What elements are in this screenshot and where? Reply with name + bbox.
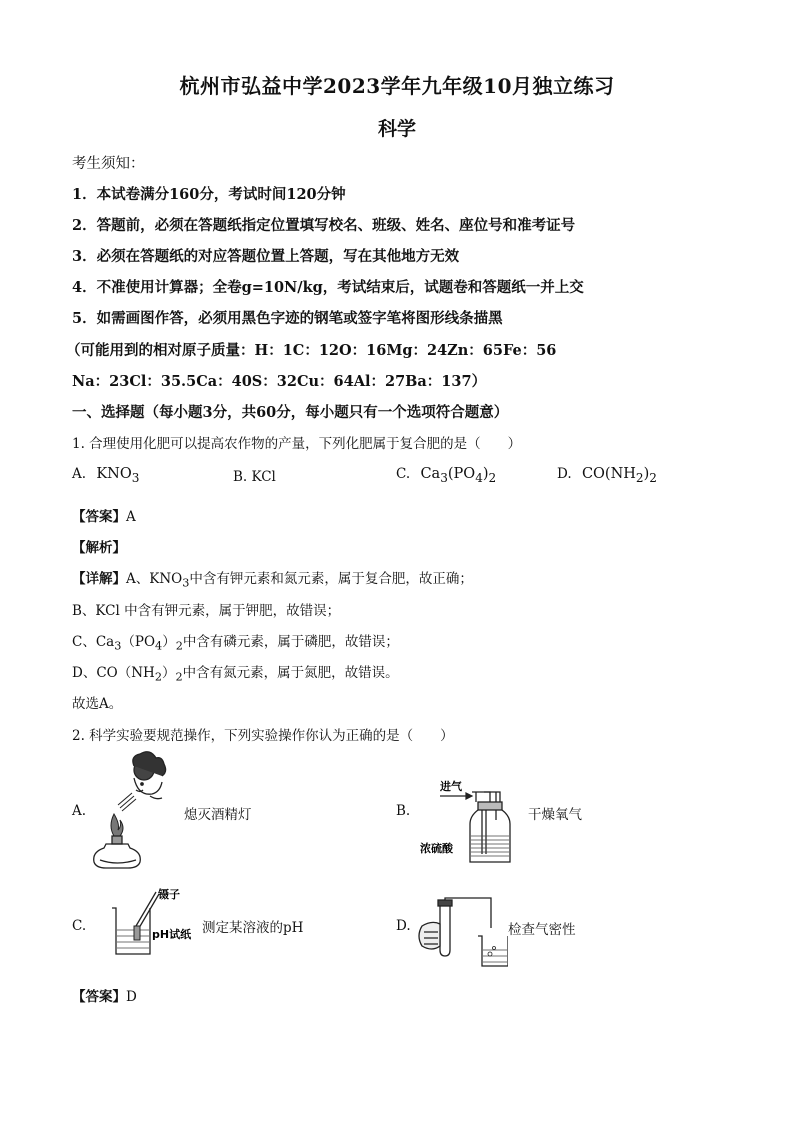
- q2-option-b-text: 干燥氧气: [528, 807, 582, 823]
- detail-sub: 2: [175, 670, 183, 684]
- fig-label-inlet: 进气: [440, 780, 462, 793]
- q1-option-a-formula: [96, 466, 140, 485]
- notice-item-5: 5．如需画图作答，必须用黑色字迹的钢笔或签字笔将图形线条描黑: [72, 310, 503, 327]
- q2-option-d-label: D.: [396, 918, 411, 934]
- alcohol-lamp-icon: [94, 836, 141, 868]
- q2-option-b-label: B.: [396, 803, 411, 819]
- atomic-mass-line-2: Na：23Cl：35.5Ca：40S：32Cu：64Al：27Ba：137）: [72, 373, 487, 390]
- q2-option-c-label: C.: [72, 918, 87, 934]
- option-text: 测定某溶液的: [202, 920, 283, 936]
- formula-text: ): [643, 466, 650, 482]
- detail-sub: 2: [154, 670, 162, 684]
- hand-icon: [419, 922, 440, 949]
- detail-text: C、Ca: [72, 634, 115, 650]
- notice-item-1: 1．本试卷满分160分，考试时间120分钟: [72, 186, 346, 203]
- test-tube-icon: [438, 898, 491, 956]
- formula-sub: 3: [440, 470, 448, 485]
- detail-tag: 【详解】: [72, 571, 126, 587]
- q2-option-a-text: 熄灭酒精灯: [184, 807, 252, 823]
- formula-sub: 3: [131, 470, 140, 485]
- detail-text: （PO: [121, 634, 156, 650]
- fig-label-acid: 浓硫酸: [420, 842, 453, 855]
- detail-text: ）: [161, 665, 176, 681]
- formula-text: ): [482, 466, 489, 482]
- q1-option-c-label: C.: [396, 466, 411, 482]
- q1-option-c-formula: [420, 466, 497, 485]
- q1-detail-1: [72, 567, 473, 590]
- notice-heading: 考生须知：: [72, 156, 145, 172]
- answer-value: D: [126, 989, 137, 1005]
- q2-option-d-text: 检查气密性: [508, 922, 576, 938]
- formula-sub: 4: [475, 470, 483, 485]
- blow-out-alcohol-lamp-figure: [92, 748, 172, 870]
- answer-tag: 【答案】: [72, 989, 126, 1005]
- inlet-arrow-icon: [440, 793, 472, 799]
- formula-text: KNO: [96, 466, 132, 482]
- bubbles-icon: [488, 947, 496, 957]
- solution-level-icon: [117, 930, 149, 948]
- q1-detail-3: [72, 630, 399, 653]
- q1-option-a-label: A.: [72, 466, 87, 482]
- q1-detail-2: B、KCl 中含有钾元素，属于钾肥，故错误；: [72, 603, 341, 619]
- formula-sub: 2: [635, 470, 644, 485]
- section-heading: 一、选择题（每小题3分，共60分，每小题只有一个选项符合题意）: [72, 404, 509, 421]
- detail-text: 中含有氮元素，属于氮肥，故错误。: [182, 665, 399, 681]
- q1-detail-4: [72, 661, 399, 684]
- dry-oxygen-gas-bottle-figure: [420, 776, 520, 868]
- person-head-icon: [133, 752, 166, 799]
- detail-sub: 3: [182, 576, 190, 590]
- gas-washing-bottle-icon: [470, 792, 510, 862]
- q2-stem: 2. 科学实验要规范操作，下列实验操作你认为正确的是（ ）: [72, 728, 454, 744]
- notice-item-3: 3．必须在答题纸的对应答题位置上答题，写在其他地方无效: [72, 248, 460, 265]
- notice-item-4: 4．不准使用计算器；全卷g=10N/kg，考试结束后，试题卷和答题纸一并上交: [72, 279, 584, 296]
- q2-option-c-text: [202, 916, 303, 936]
- q1-option-d: [557, 466, 657, 485]
- atomic-mass-line-1: （可能用到的相对原子质量：H：1C：12O：16Mg：24Zn：65Fe：56: [66, 342, 557, 359]
- ph-paper-icon: [134, 926, 140, 940]
- answer-tag: 【答案】: [72, 509, 126, 525]
- ph-test-beaker-figure: [108, 884, 200, 964]
- q1-option-d-label: D.: [557, 466, 572, 482]
- detail-text: 中含有钾元素和氮元素，属于复合肥，故正确；: [189, 571, 473, 587]
- detail-sub: 4: [155, 639, 163, 653]
- option-text-ph: pH: [283, 920, 304, 936]
- formula-text: CO(NH: [581, 466, 636, 482]
- q1-answer: [72, 505, 136, 525]
- q1-analysis-tag: 【解析】: [72, 540, 126, 556]
- q2-answer: [72, 985, 137, 1005]
- q2-option-a-label: A.: [72, 803, 87, 819]
- water-level-icon: [483, 950, 507, 962]
- exam-title: 杭州市弘益中学2023学年九年级10月独立练习: [179, 74, 615, 98]
- detail-text: ）: [162, 634, 176, 650]
- formula-sub: 2: [649, 470, 657, 485]
- answer-value: A: [126, 509, 136, 525]
- beaker-icon: [478, 936, 508, 966]
- q1-conclusion: 故选A。: [72, 696, 123, 712]
- tweezers-icon: [136, 892, 159, 928]
- flame-icon: [111, 814, 123, 836]
- q1-stem: 1. 合理使用化肥可以提高农作物的产量，下列化肥属于复合肥的是（ ）: [72, 436, 522, 452]
- formula-text: (PO: [447, 466, 476, 482]
- formula-text: Ca: [420, 466, 441, 482]
- airtightness-check-figure: [416, 896, 508, 970]
- fig-label-ph-paper: pH试纸: [152, 928, 192, 941]
- detail-text: D、CO（NH: [72, 665, 155, 681]
- q1-option-d-formula: [581, 466, 657, 485]
- fig-label-tweezers: 镊子: [158, 888, 180, 901]
- breath-lines-icon: [118, 793, 136, 811]
- q1-option-b: B. KCl: [233, 469, 276, 485]
- detail-text: 中含有磷元素，属于磷肥，故错误；: [182, 634, 399, 650]
- beaker-icon: [112, 908, 150, 954]
- exam-subject: 科学: [377, 118, 416, 140]
- notice-item-2: 2．答题前，必须在答题纸指定位置填写校名、班级、姓名、座位号和准考证号: [72, 217, 576, 234]
- detail-sub: 2: [175, 639, 183, 653]
- detail-text: A、KNO: [126, 571, 183, 587]
- formula-sub: 2: [488, 470, 497, 485]
- q1-option-a: [72, 466, 139, 485]
- liquid-level-icon: [471, 836, 509, 856]
- detail-sub: 3: [114, 639, 122, 653]
- q1-option-c: [396, 466, 496, 485]
